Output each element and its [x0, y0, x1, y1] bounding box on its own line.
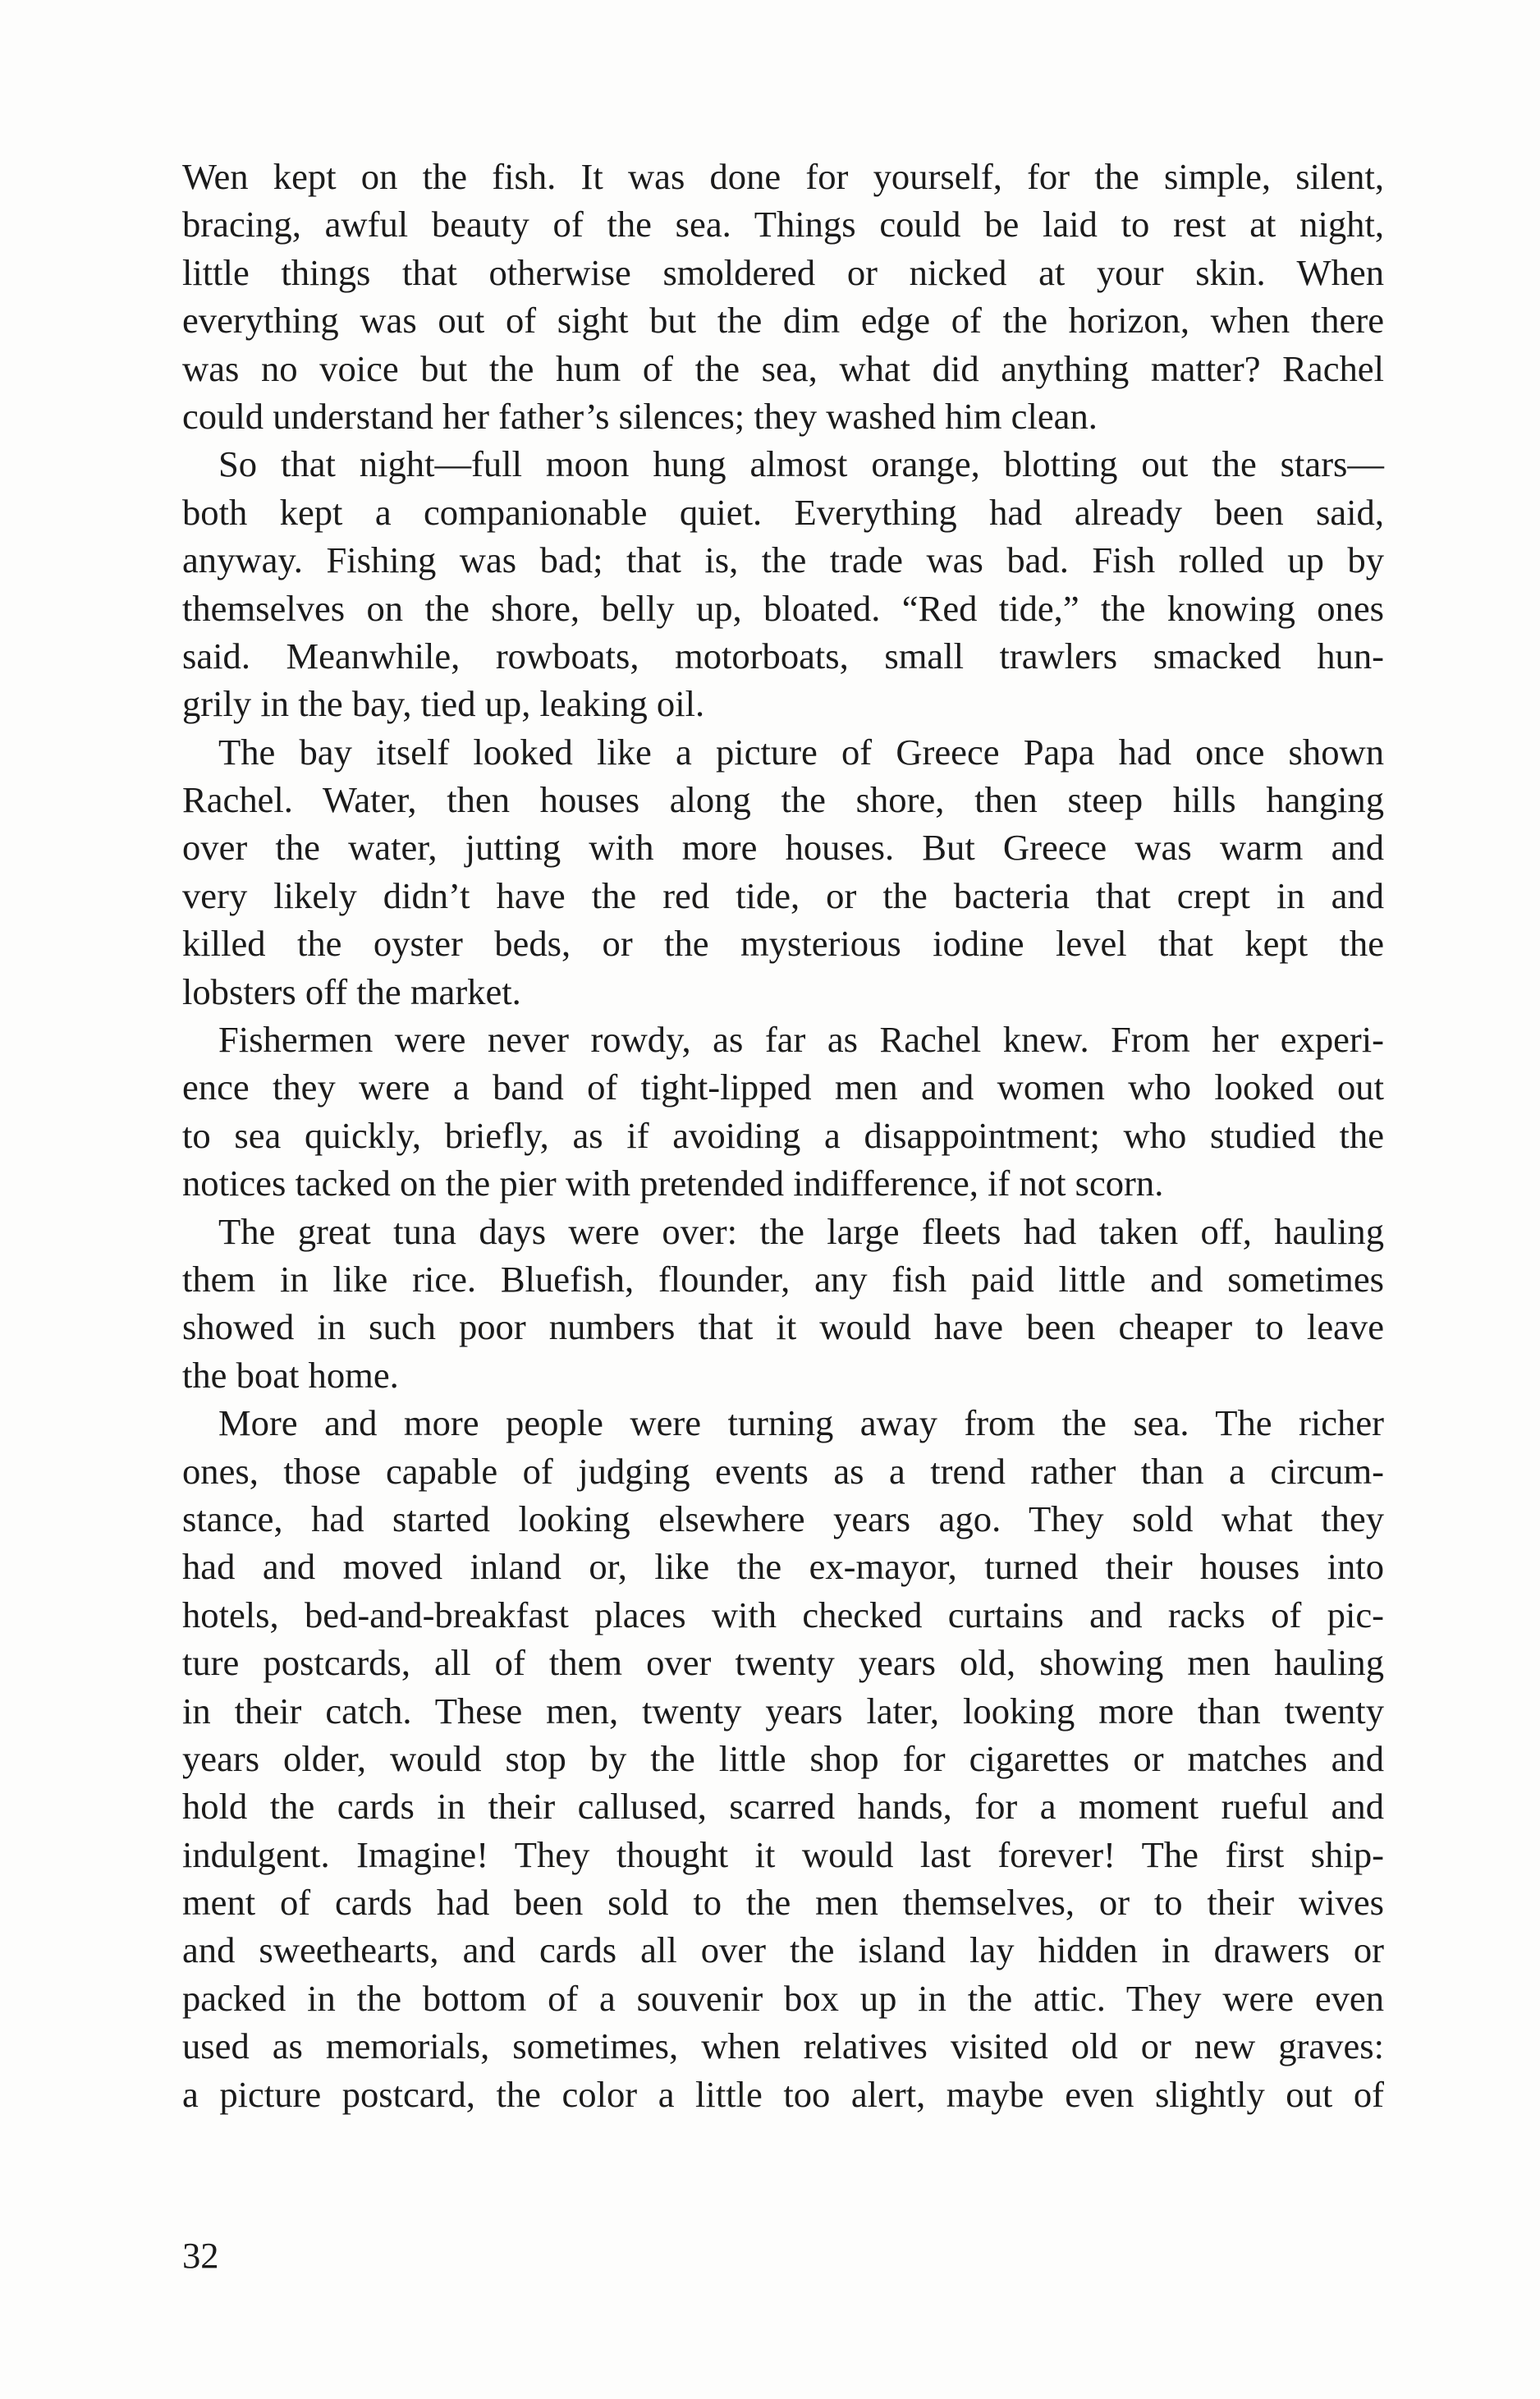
text-line: Rachel. Water, then houses along the shore, then steep hills hanging — [182, 779, 1384, 821]
text-line: anyway. Fishing was bad; that is, the trade was bad. Fish rolled up by — [182, 539, 1384, 581]
text-line: years older, would stop by the little shop for cigarettes or matches and — [182, 1737, 1384, 1779]
text-line: So that night—full moon hung almost orange, blotting out the stars— — [218, 443, 1384, 485]
text-line: ture postcards, all of them over twenty years old, showing men hauling — [182, 1642, 1384, 1684]
text-line: bracing, awful beauty of the sea. Things could be laid to rest at night, — [182, 204, 1384, 245]
text-line: could understand her father’s silences; they washed him clean. — [182, 395, 1098, 437]
text-line: packed in the bottom of a souvenir box up in the attic. They were even — [182, 1977, 1384, 2019]
text-line: hotels, bed-and-breakfast places with checked curtains and racks of pic- — [182, 1594, 1384, 1635]
text-line: Fishermen were never rowdy, as far as Rachel knew. From her experi- — [218, 1019, 1384, 1061]
text-line: said. Meanwhile, rowboats, motorboats, small trawlers smacked hun- — [182, 635, 1384, 677]
text-line: them in like rice. Bluefish, flounder, any fish paid little and sometimes — [182, 1258, 1384, 1300]
text-line: lobsters off the market. — [182, 970, 521, 1012]
text-line: the boat home. — [182, 1354, 399, 1396]
text-line: More and more people were turning away from the sea. The richer — [218, 1402, 1384, 1444]
text-line: in their catch. These men, twenty years later, looking more than twenty — [182, 1690, 1384, 1732]
text-line: very likely didn’t have the red tide, or the bacteria that crept in and — [182, 874, 1384, 916]
text-line: both kept a companionable quiet. Everything had already been said, — [182, 491, 1384, 533]
text-line: hold the cards in their callused, scarred hands, for a moment rueful and — [182, 1786, 1384, 1828]
text-line: to sea quickly, briefly, as if avoiding a disappointment; who studied the — [182, 1114, 1384, 1156]
text-line: killed the oyster beds, or the mysterious iodine level that kept the — [182, 923, 1384, 965]
text-line: notices tacked on the pier with pretended indifference, if not scorn. — [182, 1163, 1164, 1204]
text-line: ence they were a band of tight-lipped men and women who looked out — [182, 1066, 1384, 1108]
text-line: ones, those capable of judging events as a trend rather than a circum- — [182, 1450, 1384, 1492]
text-line: The bay itself looked like a picture of Greece Papa had once shown — [218, 731, 1384, 773]
text-line: little things that otherwise smoldered or nicked at your skin. When — [182, 251, 1384, 293]
text-line: had and moved inland or, like the ex-mayor, turned their houses into — [182, 1546, 1384, 1588]
page-number: 32 — [182, 2235, 219, 2276]
text-line: grily in the bay, tied up, leaking oil. — [182, 683, 705, 725]
text-line: Wen kept on the fish. It was done for yourself, for the simple, silent, — [182, 156, 1384, 197]
text-line: a picture postcard, the color a little too alert, maybe even slightly out of — [182, 2073, 1384, 2115]
text-line: stance, had started looking elsewhere years ago. They sold what they — [182, 1498, 1384, 1539]
text-line: ment of cards had been sold to the men themselves, or to their wives — [182, 1882, 1384, 1924]
text-line: themselves on the shore, belly up, bloated. “Red tide,” the knowing ones — [182, 587, 1384, 629]
text-line: The great tuna days were over: the large fleets had taken off, hauling — [218, 1210, 1384, 1252]
text-line: showed in such poor numbers that it would have been cheaper to leave — [182, 1306, 1384, 1348]
text-line: used as memorials, sometimes, when relatives visited old or new graves: — [182, 2025, 1384, 2067]
text-line: everything was out of sight but the dim edge of the horizon, when there — [182, 300, 1384, 342]
text-line: over the water, jutting with more houses. But Greece was warm and — [182, 827, 1384, 869]
text-line: and sweethearts, and cards all over the island lay hidden in drawers or — [182, 1929, 1384, 1971]
body-text — [182, 153, 1384, 2118]
text-line: was no voice but the hum of the sea, what did anything matter? Rachel — [182, 347, 1384, 389]
text-line: indulgent. Imagine! They thought it would last forever! The first ship- — [182, 1833, 1384, 1875]
